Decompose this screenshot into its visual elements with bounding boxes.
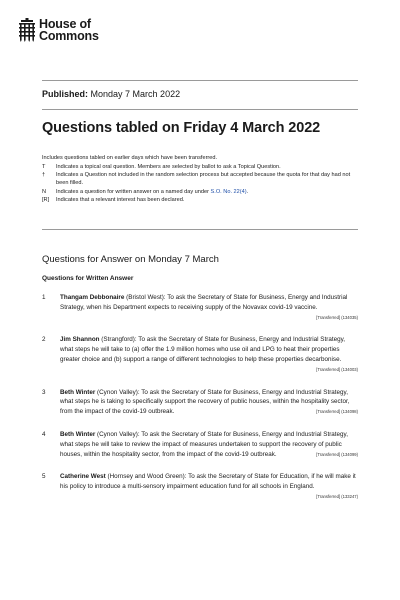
member-name: Jim Shannon	[60, 336, 100, 344]
question-body	[60, 472, 358, 501]
page-title: Questions tabled on Friday 4 March 2022	[42, 120, 321, 136]
portcullis-icon	[18, 18, 36, 44]
section-title: Questions for Answer on Monday 7 March	[42, 254, 219, 265]
legend-item	[42, 188, 362, 196]
question-number: 2	[42, 336, 46, 344]
legend-item	[42, 163, 362, 171]
question-text: To ask the Secretary of State for Business, Energy and Industrial Strategy, when his Department expects to receiving supply of the Novavax covid-19 vaccine.	[60, 294, 348, 311]
top-divider	[42, 80, 358, 81]
legend-item	[42, 171, 362, 187]
question-body	[60, 430, 358, 459]
questions-list	[42, 293, 358, 515]
member-name: Catherine West	[60, 473, 106, 481]
published-line	[42, 89, 180, 99]
legend-text-with-link	[56, 188, 362, 196]
subsection-title: Questions for Written Answer	[42, 275, 134, 282]
published-divider	[42, 109, 358, 110]
question-reference: [Transferred] (134098)	[316, 409, 358, 415]
question-item	[42, 388, 358, 417]
legend-item	[42, 196, 362, 204]
question-item	[42, 293, 358, 322]
intro-text: Includes questions tabled on earlier days which have been transferred.	[42, 155, 218, 161]
logo-line-1: House of	[39, 17, 91, 31]
legend-mark: N	[42, 188, 47, 195]
legend	[42, 163, 362, 204]
constituency: (Cynon Valley):	[97, 430, 140, 438]
legend-text: Indicates a topical oral question. Members are selected by ballot to ask a Topical Question.	[56, 164, 281, 170]
member-name: Beth Winter	[60, 430, 96, 438]
question-item	[42, 335, 358, 374]
member-name: Thangam Debbonaire	[60, 294, 125, 301]
logo-line-2: Commons	[39, 29, 99, 43]
question-body	[60, 388, 358, 417]
constituency: (Bristol West):	[126, 294, 166, 301]
question-reference: [Transferred] (134035)	[316, 314, 358, 320]
question-number: 5	[42, 473, 46, 481]
question-body	[60, 293, 358, 322]
question-text: To ask the Secretary of State for Business, Energy and Industrial Strategy, what steps he will take to (a) offer the 1.9 million homes who use oil and LPG to heat their properties greater choice and (b) support a range of different technologies to help these properties decarbonise.	[60, 336, 346, 363]
logo-text	[39, 18, 99, 42]
question-reference: [Transferred] (133247)	[316, 493, 358, 499]
question-item	[42, 430, 358, 459]
constituency: (Strangford):	[101, 336, 137, 344]
standing-order-link[interactable]: S.O. No. 22(4)	[210, 188, 247, 195]
legend-mark: [R]	[42, 196, 50, 203]
question-text: To ask the Secretary of State for Business, Energy and Industrial Strategy, what steps he will take to review the impact of measures undertaken to support the recovery of public houses, within the hospitality sector, from the impact of the covid-19 outbreak.	[60, 430, 348, 458]
legend-text-end: .	[246, 188, 249, 195]
question-reference: [Transferred] (134099)	[316, 451, 358, 457]
legend-text: Indicates a Question not included in the random selection process but accepted because the quota for that day had not been filled.	[56, 172, 351, 187]
question-number: 3	[42, 388, 46, 396]
house-of-commons-logo	[18, 18, 99, 44]
legend-mark: †	[42, 172, 46, 179]
member-name: Beth Winter	[60, 388, 96, 396]
question-text: To ask the Secretary of State for Business, Energy and Industrial Strategy, what steps he is taking to specifically support the recovery of public houses, within the hospitality sector, from the impact of the covid-19 outbreak.	[60, 388, 350, 416]
question-number: 1	[42, 294, 46, 301]
question-item	[42, 472, 358, 501]
published-label: Published:	[42, 89, 89, 99]
constituency: (Cynon Valley):	[97, 388, 140, 396]
question-body	[60, 335, 358, 374]
section-divider	[42, 229, 358, 230]
question-number: 4	[42, 430, 46, 438]
question-reference: [Transferred] (134003)	[316, 366, 358, 372]
published-date: Monday 7 March 2022	[90, 89, 181, 99]
constituency: (Hornsey and Wood Green):	[107, 473, 187, 481]
legend-mark: T	[42, 164, 46, 170]
legend-text: Indicates a question for written answer on a named day under	[56, 188, 211, 195]
question-text: To ask the Secretary of State for Education, if he will make it his policy to introduce a multi-sensory impairment education fund for all schools in England.	[60, 473, 356, 491]
legend-text: Indicates that a relevant interest has been declared.	[56, 196, 185, 203]
